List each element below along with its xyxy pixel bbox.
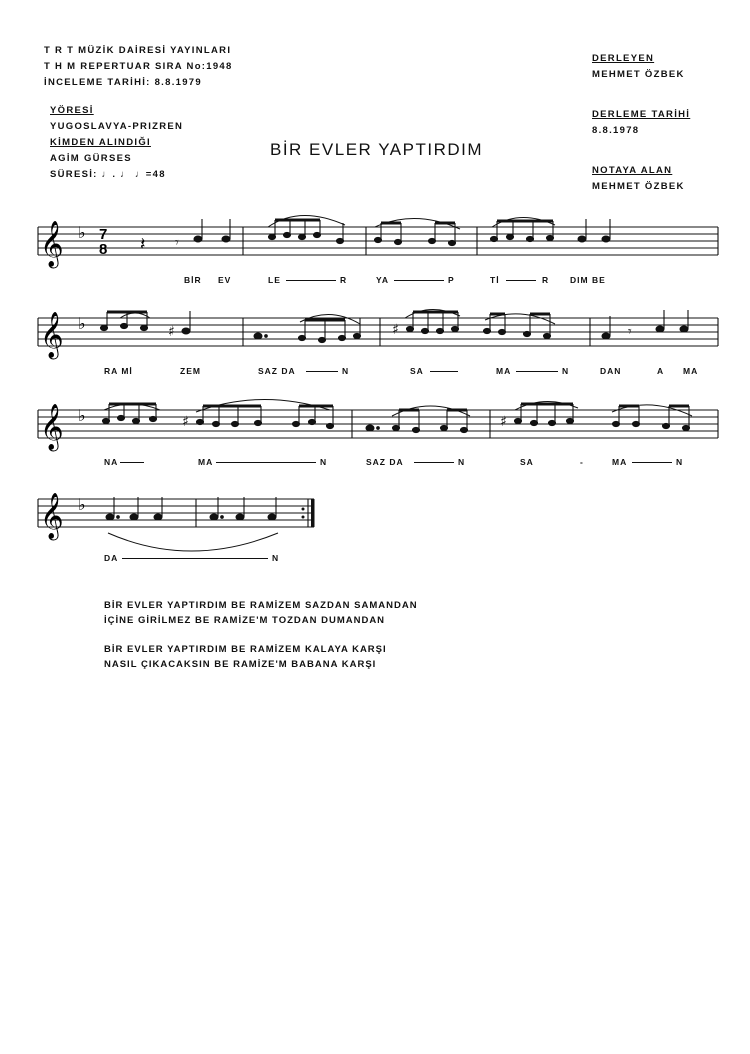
lyric-syllable: DAN	[600, 366, 622, 376]
lyric-syllable: N	[676, 457, 684, 467]
eighth-rest-icon: 𝄾	[175, 235, 179, 251]
lyric-syllable: SA	[410, 366, 424, 376]
lyric-syllable: MA	[198, 457, 214, 467]
lyric-syllable: MA	[612, 457, 628, 467]
flat-icon: ♭	[78, 495, 86, 514]
compile-date-value: 8.8.1978	[592, 125, 640, 136]
staff-system-3	[0, 388, 750, 458]
notes-measure-13	[106, 497, 162, 520]
notes-measure-14	[210, 497, 276, 520]
publisher-line: T R T MÜZİK DAİRESİ YAYINLARI	[44, 45, 232, 56]
svg-text:♯: ♯	[500, 414, 507, 430]
lyric-syllable: -	[580, 457, 584, 467]
lyric-syllable: EV	[218, 275, 232, 285]
region-value: YUGOSLAVYA-PRIZREN	[50, 121, 184, 132]
lyric-syllable: A	[657, 366, 665, 376]
lyric-syllable: DA	[104, 553, 119, 563]
compiler-value: MEHMET ÖZBEK	[592, 69, 685, 80]
staff-system-2	[0, 296, 750, 366]
source-value: AGİM GÜRSES	[50, 153, 132, 164]
verse-line: İÇİNE GİRİLMEZ BE RAMİZE'M TOZDAN DUMANDAN	[104, 615, 386, 626]
phrase-slur	[108, 533, 278, 551]
compiler-label: DERLEYEN	[592, 53, 655, 64]
lyric-syllable: Tİ	[490, 275, 500, 285]
notes-measure-12	[500, 401, 692, 430]
lyric-syllable: N	[272, 553, 280, 563]
lyric-syllable: RA Mİ	[104, 366, 133, 376]
lyric-syllable: DIM BE	[570, 275, 606, 285]
flat-icon: ♭	[78, 223, 86, 242]
treble-clef-icon: 𝄞	[40, 404, 64, 450]
duration-value: ♩. ♩ ♩=48	[101, 169, 166, 180]
treble-clef-icon: 𝄞	[40, 312, 64, 358]
flat-icon: ♭	[78, 314, 86, 333]
lyric-syllable: YA	[376, 275, 390, 285]
svg-text:♯: ♯	[392, 322, 399, 338]
notes-measure-1	[194, 219, 230, 242]
lyric-syllable: P	[448, 275, 455, 285]
flat-icon: ♭	[78, 406, 86, 425]
staff-system-1	[0, 205, 750, 275]
song-title: BİR EVLER YAPTIRDIM	[270, 140, 484, 159]
treble-clef-icon: 𝄞	[40, 221, 64, 267]
time-signature-top: 7	[99, 226, 108, 243]
lyric-syllable: R	[340, 275, 348, 285]
treble-clef-icon: 𝄞	[40, 493, 64, 539]
quarter-rest-icon: 𝄽	[140, 234, 146, 255]
compile-date-label: DERLEME TARİHİ	[592, 109, 691, 120]
transcriber-value: MEHMET ÖZBEK	[592, 181, 685, 192]
review-date: İNCELEME TARİHİ: 8.8.1979	[44, 77, 202, 88]
lyrics-row-3	[0, 457, 750, 471]
repertoire-number: T H M REPERTUAR SIRA No:1948	[44, 61, 233, 72]
lyric-syllable: MA	[496, 366, 512, 376]
lyric-syllable: SAZ DA	[366, 457, 404, 467]
lyric-syllable: R	[542, 275, 550, 285]
verse-line: BİR EVLER YAPTIRDIM BE RAMİZEM KALAYA KARŞI	[104, 644, 387, 655]
region-label: YÖRESİ	[50, 105, 94, 116]
notes-measure-9	[103, 404, 161, 424]
notes-measure-4	[491, 217, 611, 242]
lyric-syllable: N	[342, 366, 350, 376]
notes-measure-10	[182, 399, 334, 430]
notes-measure-6	[254, 314, 361, 342]
svg-text:𝄾: 𝄾	[628, 324, 632, 340]
source-label: KİMDEN ALINDIĞI	[50, 137, 151, 148]
verse-line: NASIL ÇIKACAKSIN BE RAMİZE'M BABANA KARŞI	[104, 659, 377, 670]
lyric-syllable: NA	[104, 457, 119, 467]
lyric-syllable: N	[320, 457, 328, 467]
lyric-syllable: N	[458, 457, 466, 467]
lyric-syllable: MA	[683, 366, 699, 376]
lyrics-row-4	[0, 553, 750, 567]
final-barline	[311, 499, 315, 527]
time-signature-bottom: 8	[99, 241, 108, 258]
lyric-syllable: BİR	[184, 275, 202, 285]
transcriber-label: NOTAYA ALAN	[592, 165, 673, 176]
verse-line: BİR EVLER YAPTIRDIM BE RAMİZEM SAZDAN SAMANDAN	[104, 600, 418, 611]
notes-measure-7	[392, 309, 555, 338]
lyrics-row-1	[0, 275, 750, 289]
svg-text:♯: ♯	[182, 414, 189, 430]
duration-label: SÜRESİ:	[50, 169, 98, 180]
lyric-syllable: LE	[268, 275, 281, 285]
lyrics-row-2	[0, 366, 750, 380]
lyric-syllable: SA	[520, 457, 534, 467]
svg-text:♯: ♯	[168, 324, 175, 340]
lyric-syllable: SAZ DA	[258, 366, 296, 376]
lyric-syllable: ZEM	[180, 366, 201, 376]
lyric-syllable: N	[562, 366, 570, 376]
verses-block	[104, 598, 418, 672]
notes-measure-2	[268, 215, 345, 243]
